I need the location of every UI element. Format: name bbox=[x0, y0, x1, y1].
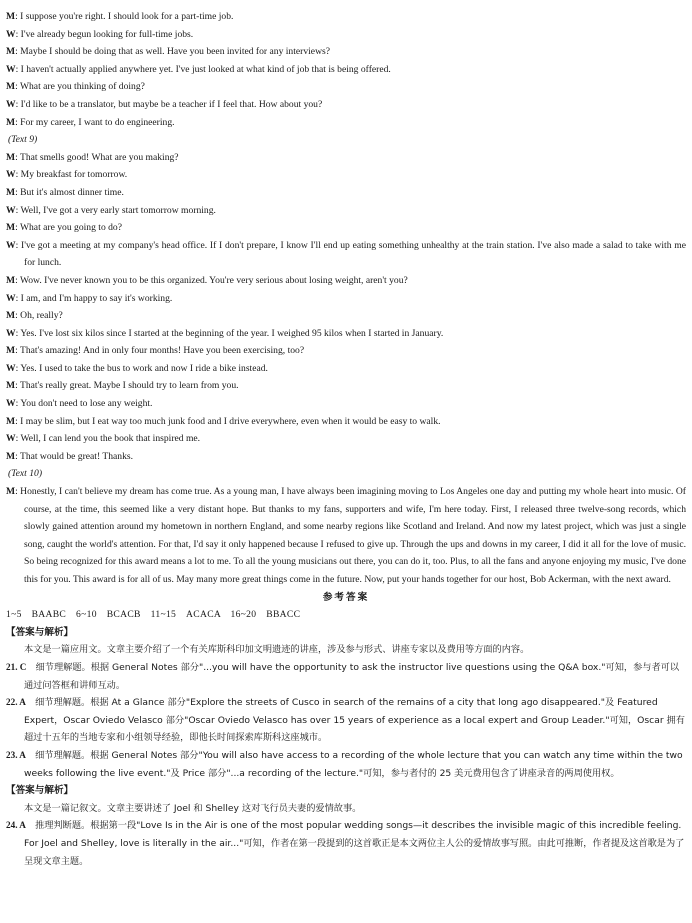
dialogue-line: M: What are you going to do? bbox=[6, 222, 122, 234]
question-explanation: 24. A 推理判断题。根据第一段"Love Is in the Air is one of the most popular wedding songs—it describes the invisible magic of this incredible feeling. For Joel and Shelley, love is literally in the air..."可知，作者在第一段提到的这首歌正是本文两位主人公的爱情故事写照。由此可推断，作者提及这首歌是为了呈现文章主题。 bbox=[6, 820, 685, 867]
dialogue-line: M: What are you thinking of doing? bbox=[6, 81, 145, 93]
passage-summary: 本文是一篇记叙文。文章主要讲述了 Joel 和 Shelley 这对飞行员夫妻的爱情故事。 bbox=[24, 802, 362, 814]
dialogue-line: M: Maybe I should be doing that as well. Have you been invited for any interviews? bbox=[6, 46, 330, 58]
answer-key-line: 1~5 BAABC 6~10 BCACB 11~15 ACACA 16~20 BBACC bbox=[6, 609, 301, 621]
text9-dialogue bbox=[6, 149, 686, 466]
dialogue-line: W: I've got a meeting at my company's head office. If I don't prepare, I know I'll end up eating something unhealthy at the train station. I've also made a salad to take with me for lunch. bbox=[6, 239, 686, 269]
dialogue-line: W: Well, I've got a very early start tomorrow morning. bbox=[6, 204, 216, 216]
dialogue-line: M: That would be great! Thanks. bbox=[6, 450, 134, 462]
text10-label: (Text 10) bbox=[8, 468, 43, 480]
dialogue-line: W: Well, I can lend you the book that inspired me. bbox=[6, 433, 201, 445]
text10-monologue: M: Honestly, I can't believe my dream has come true. As a young man, I have always been imagining moving to Los Angeles one day and putting my whole heart into music. Of course, at the time, this seemed like a very distant hope. But thanks to my fans, supporters and wife, I'm here today. First, I released three twelve-song records, which slowly gained attention around my hometown in northern England, and some nearby regions like Scotland and Ireland. And now my latest project, which was just a single song, caught the world's attention. For that, I'd say it only happened because I refused to give up. Through the ups and downs in my career, I did it all for the love of music. So being recognized for this award means a lot to me. To all the young musicians out there, you can do it, too. Plus, to all the fans and anyone enjoying my music, I've done this for you. This award is for all of us. May many more great things come in the future. Now, put your hands together for our host, Bob Ackerman, with the next award. bbox=[6, 486, 686, 585]
answer-key-title: 参考答案 bbox=[322, 591, 370, 603]
dialogue-line: M: For my career, I want to do engineering. bbox=[6, 116, 175, 128]
dialogue-line: W: My breakfast for tomorrow. bbox=[6, 169, 128, 181]
dialogue-line: M: That smells good! What are you making? bbox=[6, 151, 179, 163]
question-explanation: 23. A 细节理解题。根据 General Notes 部分"You will also have access to a recording of the whole lecture that you can watch any time within the two weeks following the live event."及 Price 部分"...a recording of the lecture."可知，参与者付的 25 美元费用包含了讲座录音的两周使用权。 bbox=[6, 749, 683, 779]
dialogue-line: M: Oh, really? bbox=[6, 310, 63, 322]
dialogue-line: W: I'd like to be a translator, but maybe be a teacher if I feel that. How about you? bbox=[6, 98, 323, 110]
dialogue-line: M: That's amazing! And in only four months! Have you been exercising, too? bbox=[6, 345, 305, 357]
dialogue-line: W: I am, and I'm happy to say it's working. bbox=[6, 292, 173, 304]
passage-summary: 本文是一篇应用文。文章主要介绍了一个有关库斯科印加文明遗迹的讲座，涉及参与形式、讲座专家以及费用等方面的内容。 bbox=[24, 644, 530, 656]
dialogue-line: M: I suppose you're right. I should look for a part-time job. bbox=[6, 11, 234, 22]
question-explanation: 21. C 细节理解题。根据 General Notes 部分"...you will have the opportunity to ask the instructor live questions using the Q&A box."可知，参与者可以通过问答框和讲师互动。 bbox=[6, 661, 680, 691]
dialogue-line: W: I haven't actually applied anywhere yet. I've just looked at what kind of job that is being offered. bbox=[6, 63, 391, 75]
text9-label: (Text 9) bbox=[8, 134, 38, 146]
dialogue-line: M: That's really great. Maybe I should try to learn from you. bbox=[6, 380, 239, 392]
dialogue-line: W: Yes. I used to take the bus to work and now I ride a bike instead. bbox=[6, 362, 268, 374]
section-heading: 【答案与解析】 bbox=[6, 785, 74, 797]
dialogue-line: M: But it's almost dinner time. bbox=[6, 186, 124, 198]
dialogue-line: M: Wow. I've never known you to be this organized. You're very serious about losing weight, aren't you? bbox=[6, 274, 408, 286]
dialogue-line: W: Yes. I've lost six kilos since I started at the beginning of the year. I weighed 95 kilos when I started in January. bbox=[6, 327, 444, 339]
text8-dialogue bbox=[6, 8, 686, 131]
question-explanation: 22. A 细节理解题。根据 At a Glance 部分"Explore the streets of Cusco in search of the remains of a city that long ago disappeared."及 Featured Expert，Oscar Oviedo Velasco 部分"Oscar Oviedo Velasco has over 15 years of experience as a local expert and Group Leader."可知，Oscar 拥有超过十五年的当地专家和小组领导经验，即他长时间探索库斯科这座城市。 bbox=[6, 697, 685, 744]
dialogue-line: W: I've already begun looking for full-time jobs. bbox=[6, 28, 194, 40]
dialogue-line: M: I may be slim, but I eat way too much junk food and I drive everywhere, even when it would be easy to walk. bbox=[6, 415, 441, 427]
section-heading: 【答案与解析】 bbox=[6, 626, 74, 638]
dialogue-line: W: You don't need to lose any weight. bbox=[6, 398, 153, 410]
